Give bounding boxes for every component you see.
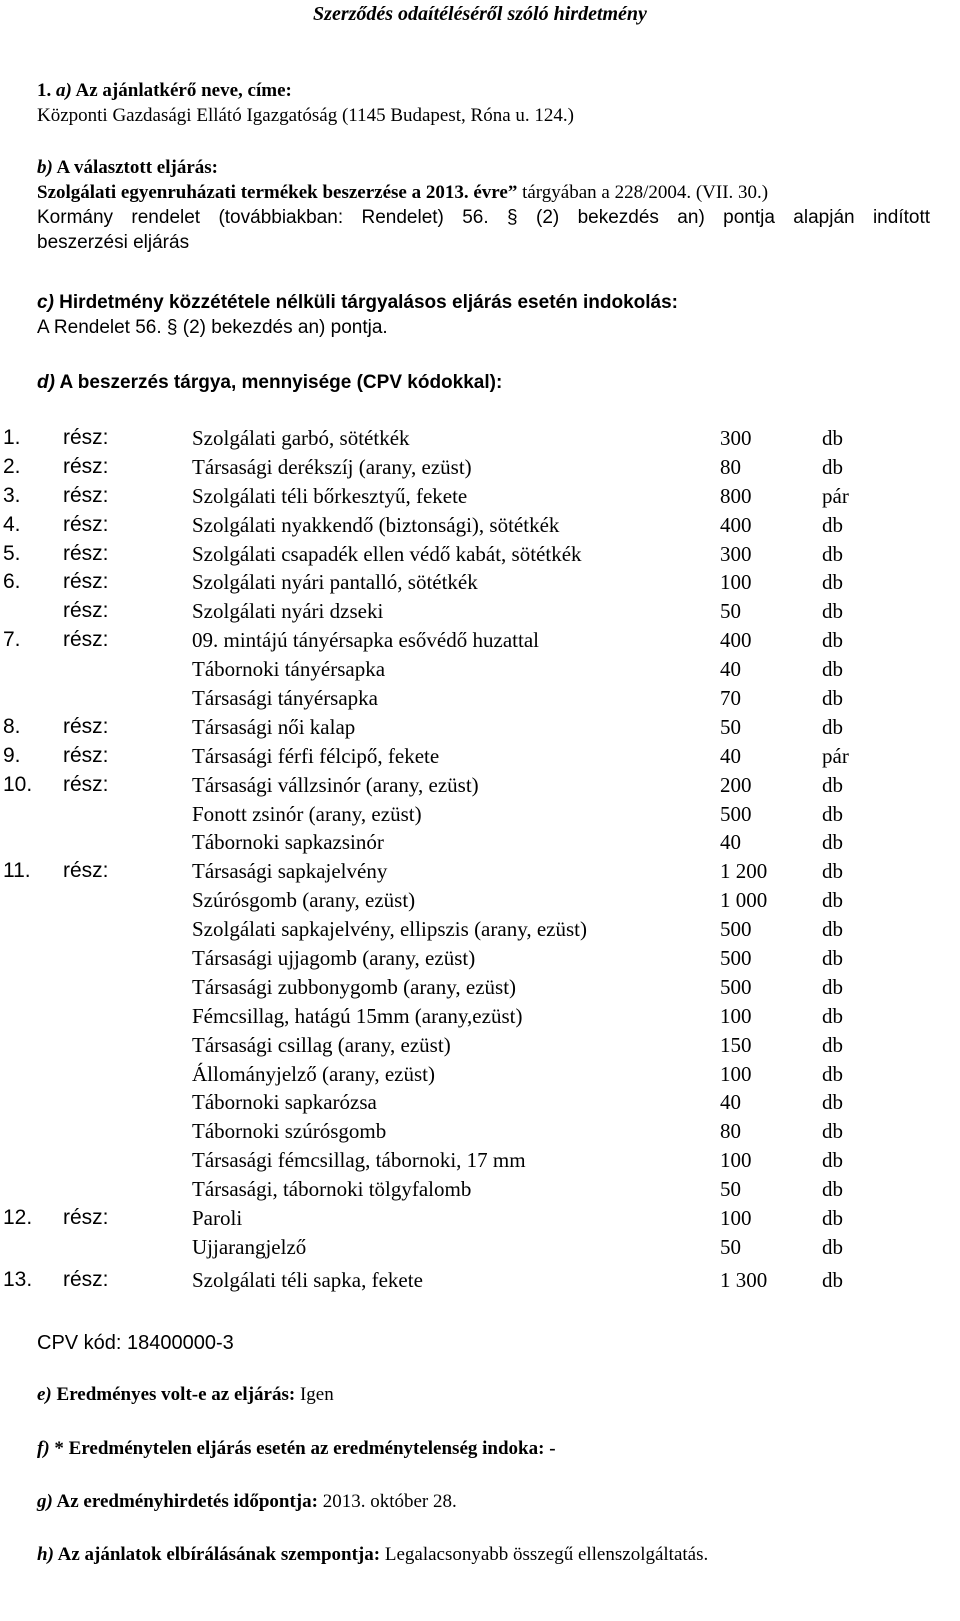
item-quantity: 1 200 [720, 859, 768, 884]
item-part-label: rész: [63, 599, 109, 623]
item-number: 3. [3, 483, 21, 507]
item-part-label: rész: [63, 483, 109, 507]
item-quantity: 800 [720, 483, 752, 508]
item-quantity: 100 [720, 1003, 752, 1028]
section-h-value: Legalacsonyabb összegű ellenszolgáltatás. [380, 1544, 709, 1565]
item-unit: pár [822, 743, 849, 768]
section-a [37, 78, 937, 128]
section-b-letter: b) [37, 157, 53, 178]
item-name: Társasági férfi félcipő, fekete [192, 743, 440, 768]
item-unit: db [822, 772, 843, 797]
item-name: Szolgálati téli sapka, fekete [192, 1267, 423, 1292]
section-b-heading [37, 155, 937, 180]
item-quantity: 70 [720, 686, 741, 711]
table-row [0, 1117, 960, 1146]
item-unit: db [822, 570, 843, 595]
section-h-label: Az ajánlatok elbírálásának szempontja: [53, 1544, 381, 1565]
item-name: Társasági vállzsinór (arany, ezüst) [192, 772, 479, 797]
section-a-label: Az ajánlatkérő neve, címe: [71, 80, 292, 101]
item-quantity: 500 [720, 974, 752, 999]
table-row [0, 511, 960, 540]
item-quantity: 50 [720, 599, 741, 624]
item-name: Szolgálati sapkajelvény, ellipszis (arany, ezüst) [192, 917, 587, 942]
item-quantity: 100 [720, 570, 752, 595]
item-quantity: 80 [720, 454, 741, 479]
item-unit: db [822, 1119, 843, 1144]
section-a-letter: a) [56, 80, 72, 101]
item-quantity: 400 [720, 512, 752, 537]
table-row [0, 800, 960, 829]
item-number: 11. [3, 859, 31, 883]
item-quantity: 150 [720, 1032, 752, 1057]
item-part-label: rész: [63, 628, 109, 652]
table-row [0, 1002, 960, 1031]
table-row [0, 742, 960, 771]
item-name: Paroli [192, 1206, 243, 1231]
table-row [0, 453, 960, 482]
item-unit: db [822, 541, 843, 566]
item-quantity: 500 [720, 946, 752, 971]
item-unit: db [822, 974, 843, 999]
table-row [0, 857, 960, 886]
item-name: Tábornoki sapkarózsa [192, 1090, 377, 1115]
section-c-label: Hirdetmény közzététele nélküli tárgyalásos eljárás esetén indokolás: [53, 292, 678, 313]
item-name: Szúrósgomb (arany, ezüst) [192, 888, 416, 913]
item-unit: db [822, 1032, 843, 1057]
section-e [37, 1382, 334, 1408]
item-number: 1. [3, 426, 21, 449]
section-g-letter: g) [37, 1491, 53, 1512]
table-row [0, 597, 960, 626]
item-number: 6. [3, 570, 21, 594]
item-quantity: 100 [720, 1206, 752, 1231]
table-row [0, 1060, 960, 1089]
table-row [0, 424, 960, 453]
item-quantity: 500 [720, 801, 752, 826]
item-quantity: 40 [720, 1090, 741, 1115]
section-g-label: Az eredményhirdetés időpontja: [52, 1491, 318, 1512]
item-quantity: 100 [720, 1061, 752, 1086]
item-quantity: 300 [720, 541, 752, 566]
item-unit: db [822, 1061, 843, 1086]
section-b-subject: Szolgálati egyenruházati termékek beszerzése a 2013. évre” [37, 182, 518, 203]
item-number: 13. [3, 1267, 33, 1291]
item-unit: db [822, 888, 843, 913]
table-row [0, 915, 960, 944]
section-c-letter: c) [37, 292, 54, 313]
section-a-value: Központi Gazdasági Ellátó Igazgatóság (1145 Budapest, Róna u. 124.) [37, 105, 574, 126]
item-number: 7. [3, 628, 21, 652]
section-f [37, 1436, 556, 1462]
item-name: Társasági ujjagomb (arany, ezüst) [192, 946, 476, 971]
item-unit: db [822, 946, 843, 971]
table-row [0, 1175, 960, 1204]
item-unit: db [822, 859, 843, 884]
item-part-label: rész: [63, 512, 109, 536]
item-unit: db [822, 1267, 843, 1292]
item-unit: db [822, 426, 843, 450]
item-number: 12. [3, 1206, 33, 1230]
item-unit: db [822, 599, 843, 624]
table-row [0, 626, 960, 655]
item-name: Fémcsillag, hatágú 15mm (arany,ezüst) [192, 1003, 523, 1028]
item-name: Tábornoki tányérsapka [192, 657, 386, 682]
item-unit: db [822, 714, 843, 739]
item-unit: db [822, 1206, 843, 1231]
item-part-label: rész: [63, 570, 109, 594]
item-name: Tábornoki sapkazsinór [192, 830, 384, 855]
item-part-label: rész: [63, 714, 109, 738]
item-unit: db [822, 512, 843, 537]
item-quantity: 40 [720, 657, 741, 682]
item-unit: db [822, 686, 843, 711]
section-b [37, 155, 937, 255]
item-number: 4. [3, 512, 21, 536]
item-quantity: 500 [720, 917, 752, 942]
item-name: Szolgálati nyakkendő (biztonsági), sötétkék [192, 512, 560, 537]
item-name: Társasági fémcsillag, tábornoki, 17 mm [192, 1148, 526, 1173]
table-row [0, 771, 960, 800]
item-number: 9. [3, 743, 21, 767]
item-unit: db [822, 454, 843, 479]
item-unit: db [822, 1234, 843, 1259]
item-quantity: 200 [720, 772, 752, 797]
section-g-value: 2013. október 28. [317, 1491, 457, 1512]
section-b-label: A választott eljárás: [52, 157, 218, 178]
items-table [0, 424, 960, 1295]
item-part-label: rész: [63, 454, 109, 478]
item-name: Ujjarangjelző [192, 1234, 307, 1259]
item-number: 10. [3, 772, 33, 796]
section-e-letter: e) [37, 1384, 52, 1405]
section-e-label: Eredményes volt-e az eljárás: [51, 1384, 296, 1405]
item-unit: db [822, 801, 843, 826]
table-row [0, 1088, 960, 1117]
section-c [37, 290, 937, 340]
section-d-label: A beszerzés tárgya, mennyisége (CPV kódokkal): [54, 372, 503, 393]
item-unit: db [822, 1090, 843, 1115]
item-name: Társasági tányérsapka [192, 686, 378, 711]
item-name: Társasági zubbonygomb (arany, ezüst) [192, 974, 517, 999]
table-row [0, 973, 960, 1002]
table-row [0, 713, 960, 742]
item-name: Társasági csillag (arany, ezüst) [192, 1032, 451, 1057]
item-unit: db [822, 628, 843, 653]
item-quantity: 400 [720, 628, 752, 653]
item-name: Szolgálati garbó, sötétkék [192, 426, 410, 450]
item-name: Társasági sapkajelvény [192, 859, 388, 884]
item-part-label: rész: [63, 859, 109, 883]
section-a-heading [37, 78, 937, 103]
item-quantity: 1 000 [720, 888, 768, 913]
item-quantity: 40 [720, 743, 741, 768]
item-quantity: 80 [720, 1119, 741, 1144]
item-quantity: 40 [720, 830, 741, 855]
section-b-line1 [37, 180, 937, 205]
section-c-heading [37, 290, 937, 315]
item-unit: db [822, 1148, 843, 1173]
table-row [0, 1204, 960, 1233]
item-quantity: 50 [720, 1234, 741, 1259]
item-unit: db [822, 1177, 843, 1202]
item-part-label: rész: [63, 426, 109, 449]
table-row [0, 655, 960, 684]
section-d [37, 370, 937, 395]
table-row [0, 568, 960, 597]
section-d-letter: d) [37, 372, 55, 393]
item-unit: pár [822, 483, 849, 508]
item-unit: db [822, 657, 843, 682]
section-b-line3: beszerzési eljárás [37, 232, 190, 253]
table-row [0, 1233, 960, 1262]
item-part-label: rész: [63, 541, 109, 565]
item-quantity: 100 [720, 1148, 752, 1173]
table-row [0, 828, 960, 857]
table-row [0, 684, 960, 713]
section-g [37, 1489, 457, 1515]
item-name: Szolgálati csapadék ellen védő kabát, sötétkék [192, 541, 582, 566]
item-name: Szolgálati nyári dzseki [192, 599, 384, 624]
table-row [0, 540, 960, 569]
item-part-label: rész: [63, 772, 109, 796]
item-name: 09. mintájú tányérsapka esővédő huzattal [192, 628, 539, 653]
item-number: 8. [3, 714, 21, 738]
item-name: Állományjelző (arany, ezüst) [192, 1061, 435, 1086]
section-a-number: 1. [37, 80, 56, 101]
item-name: Társasági derékszíj (arany, ezüst) [192, 454, 472, 479]
item-unit: db [822, 1003, 843, 1028]
section-e-value: Igen [295, 1384, 334, 1405]
item-unit: db [822, 830, 843, 855]
item-unit: db [822, 917, 843, 942]
table-row [0, 1266, 960, 1295]
item-quantity: 1 300 [720, 1267, 768, 1292]
table-row [0, 944, 960, 973]
item-name: Szolgálati téli bőrkesztyű, fekete [192, 483, 468, 508]
section-b-line1-rest: tárgyában a 228/2004. (VII. 30.) [517, 182, 769, 203]
cpv-code: CPV kód: 18400000-3 [37, 1332, 234, 1354]
section-h [37, 1542, 708, 1568]
item-name: Szolgálati nyári pantalló, sötétkék [192, 570, 478, 595]
section-h-letter: h) [37, 1544, 54, 1565]
item-name: Társasági, tábornoki tölgyfalomb [192, 1177, 472, 1202]
item-part-label: rész: [63, 743, 109, 767]
section-b-line2: Kormány rendelet (továbbiakban: Rendelet) 56. § (2) bekezdés an) pontja alapján indított [37, 207, 930, 228]
item-quantity: 50 [720, 1177, 741, 1202]
table-row [0, 482, 960, 511]
item-number: 2. [3, 454, 21, 478]
item-name: Fonott zsinór (arany, ezüst) [192, 801, 422, 826]
item-part-label: rész: [63, 1206, 109, 1230]
document-title: Szerződés odaítéléséről szóló hirdetmény [313, 3, 647, 25]
section-f-letter: f) [37, 1438, 50, 1459]
section-c-value: A Rendelet 56. § (2) bekezdés an) pontja. [37, 317, 388, 338]
item-number: 5. [3, 541, 21, 565]
item-quantity: 300 [720, 426, 752, 450]
section-f-label: * Eredménytelen eljárás esetén az eredménytelenség indoka: - [49, 1438, 556, 1459]
item-part-label: rész: [63, 1267, 109, 1291]
item-quantity: 50 [720, 714, 741, 739]
table-row [0, 1031, 960, 1060]
item-name: Társasági női kalap [192, 714, 356, 739]
table-row [0, 1146, 960, 1175]
table-row [0, 886, 960, 915]
section-d-heading [37, 370, 937, 395]
item-name: Tábornoki szúrósgomb [192, 1119, 387, 1144]
